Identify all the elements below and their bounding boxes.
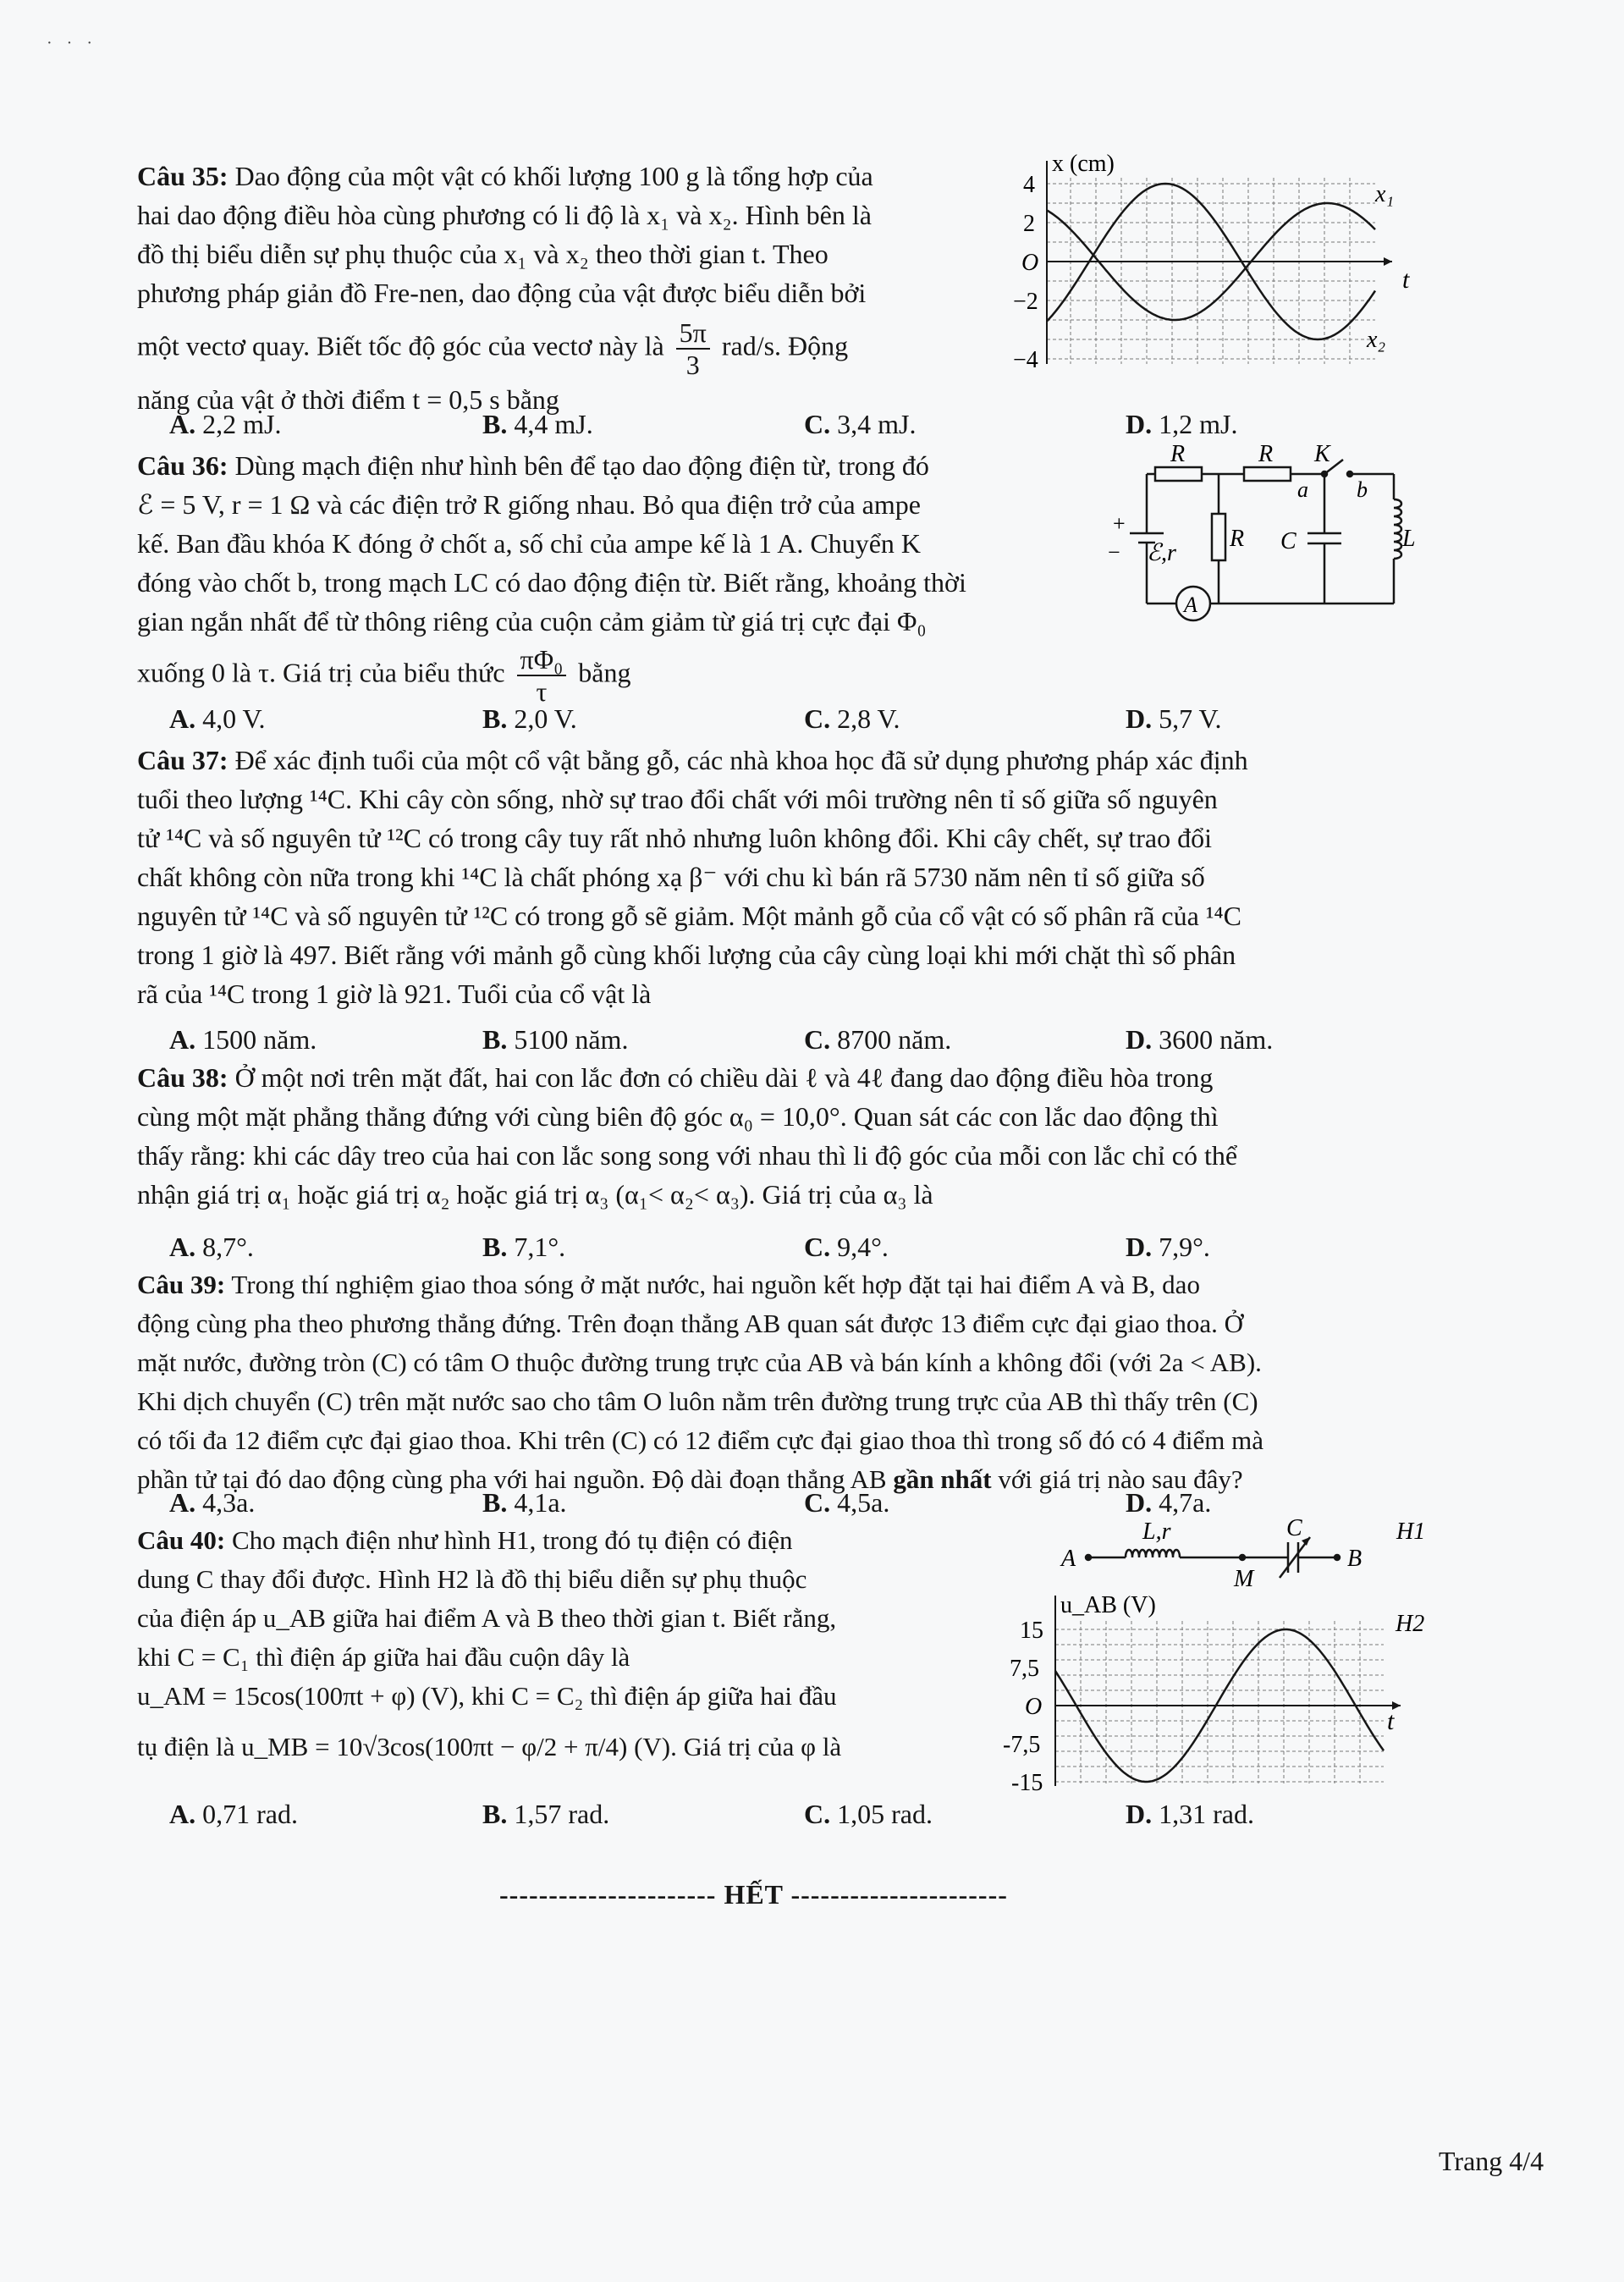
option-c: C. 3,4 mJ. bbox=[804, 409, 917, 439]
question-text: phần tử tại đó dao động cùng pha với hai nguồn. Độ dài đoạn thẳng AB bbox=[137, 1464, 887, 1494]
origin-label: O bbox=[1021, 250, 1039, 276]
capacitor-label: C bbox=[1280, 528, 1296, 554]
question-text: đồ thị biểu diễn sự phụ thuộc của x₁ và x₂ theo thời gian t. Theo bbox=[137, 239, 829, 269]
question-36 bbox=[137, 446, 1093, 707]
switch-label: K bbox=[1314, 441, 1330, 467]
fraction bbox=[676, 317, 710, 380]
question-text: rã của ¹⁴C trong 1 giờ là 921. Tuổi của cổ vật là bbox=[137, 978, 652, 1009]
q37-options bbox=[169, 1020, 1405, 1059]
question-text: của điện áp u_AB giữa hai điểm A và B theo thời gian t. Biết rằng, bbox=[137, 1603, 837, 1633]
question-text: năng của vật ở thời điểm t = 0,5 s bằng bbox=[137, 384, 559, 415]
option-d: D. 1,2 mJ. bbox=[1126, 409, 1238, 439]
end-marker: ---------------------- HẾT ---------------------- bbox=[499, 1879, 1008, 1910]
question-text: hai dao động điều hòa cùng phương có li độ là x₁ và x₂. Hình bên là bbox=[137, 200, 872, 230]
q35-graph bbox=[1011, 152, 1418, 377]
question-text: khi C = C₁ thì điện áp giữa hai đầu cuộn dây là bbox=[137, 1642, 630, 1672]
question-text: rad/s. Động bbox=[721, 330, 849, 361]
option-d: D. 1,31 rad. bbox=[1126, 1799, 1254, 1829]
question-40 bbox=[137, 1521, 983, 1767]
question-text: Dao động của một vật có khối lượng 100 g là tổng hợp của bbox=[234, 161, 873, 191]
y-tick-label: 4 bbox=[1023, 172, 1035, 198]
scan-corner-marks: · · · bbox=[47, 34, 97, 52]
option-b: B. 1,57 rad. bbox=[482, 1799, 610, 1829]
option-b: B. 4,4 mJ. bbox=[482, 409, 593, 439]
figure-label: H2 bbox=[1396, 1611, 1425, 1637]
option-b: B. 2,0 V. bbox=[482, 703, 577, 734]
origin-label: O bbox=[1025, 1694, 1043, 1720]
resistor-label: R bbox=[1230, 526, 1245, 552]
contact-b-label: b bbox=[1357, 477, 1368, 502]
emphasis-text: gần nhất bbox=[893, 1464, 992, 1494]
option-d: D. 5,7 V. bbox=[1126, 703, 1222, 734]
resistor-label: R bbox=[1170, 441, 1186, 467]
question-text: ℰ = 5 V, r = 1 Ω và các điện trở R giống nhau. Bỏ qua điện trở của ampe bbox=[137, 489, 921, 520]
plus-sign: + bbox=[1113, 511, 1126, 536]
fraction-denominator: 3 bbox=[685, 350, 700, 380]
resistor-label: R bbox=[1258, 441, 1274, 467]
question-label: Câu 39: bbox=[137, 1270, 226, 1299]
question-label: Câu 38: bbox=[137, 1062, 228, 1093]
node-b-label: B bbox=[1347, 1546, 1363, 1572]
option-a: A. 8,7°. bbox=[169, 1232, 254, 1262]
question-text: Để xác định tuổi của một cổ vật bằng gỗ, các nhà khoa học đã sử dụng phương pháp xác định bbox=[234, 745, 1248, 775]
question-text: kế. Ban đầu khóa K đóng ở chốt a, số chỉ của ampe kế là 1 A. Chuyển K bbox=[137, 528, 922, 559]
fraction-denominator: τ bbox=[536, 676, 548, 707]
option-b: B. 4,1a. bbox=[482, 1487, 567, 1518]
question-text: đóng vào chốt b, trong mạch LC có dao động điện từ. Biết rằng, khoảng thời bbox=[137, 567, 966, 598]
question-text: gian ngắn nhất để từ thông riêng của cuộn cảm giảm từ giá trị cực đại Φ₀ bbox=[137, 606, 927, 637]
fraction-numerator: πΦ₀ bbox=[517, 644, 567, 676]
inductor-label: L bbox=[1402, 526, 1416, 552]
question-text: tuổi theo lượng ¹⁴C. Khi cây còn sống, nhờ sự trao đổi chất với môi trường nên tỉ số giữa số nguyên bbox=[137, 784, 1218, 814]
question-text: trong 1 giờ là 497. Biết rằng với mảnh gỗ cùng khối lượng của cây cùng loại khi mới chặt thì số phân bbox=[137, 940, 1236, 970]
question-text: tụ điện là u_MB = 10√3cos(100πt − φ/2 + π/4) (V). Giá trị của φ là bbox=[137, 1732, 842, 1761]
question-text: Cho mạch điện như hình H1, trong đó tụ điện có điện bbox=[231, 1525, 793, 1555]
y-tick-label: 2 bbox=[1023, 211, 1035, 237]
minus-sign: − bbox=[1108, 540, 1120, 565]
question-text: tử ¹⁴C và số nguyên tử ¹²C có trong cây tuy rất nhỏ nhưng luôn không đổi. Khi cây chết, sự trao đổi bbox=[137, 823, 1213, 853]
option-a: A. 0,71 rad. bbox=[169, 1799, 298, 1829]
capacitor-label: C bbox=[1286, 1515, 1302, 1541]
question-text: chất không còn nữa trong khi ¹⁴C là chất phóng xạ β⁻ với chu kì bán rã 5730 năm nên tỉ số giữa số bbox=[137, 862, 1205, 892]
question-text: động cùng pha theo phương thẳng đứng. Trên đoạn thẳng AB quan sát được 13 điểm cực đại giao thoa. Ở bbox=[137, 1309, 1244, 1338]
question-text: Dùng mạch điện như hình bên để tạo dao động điện từ, trong đó bbox=[234, 450, 929, 481]
question-35 bbox=[137, 157, 1009, 419]
question-text: cùng một mặt phẳng thẳng đứng với cùng biên độ góc α₀ = 10,0°. Quan sát các con lắc dao động thì bbox=[137, 1101, 1219, 1132]
option-c: C. 4,5a. bbox=[804, 1487, 890, 1518]
y-axis-label: x (cm) bbox=[1052, 152, 1115, 177]
q38-options bbox=[169, 1227, 1405, 1266]
option-d: D. 7,9°. bbox=[1126, 1232, 1210, 1262]
question-text: mặt nước, đường tròn (C) có tâm O thuộc đường trung trực của AB và bán kính a không đổi (với 2a < AB). bbox=[137, 1348, 1262, 1377]
contact-a-label: a bbox=[1297, 477, 1308, 502]
q40-circuit-h1 bbox=[1058, 1515, 1439, 1591]
node-m-label: M bbox=[1234, 1566, 1254, 1591]
figure-label: H1 bbox=[1396, 1519, 1426, 1545]
y-tick-label: -15 bbox=[1011, 1770, 1043, 1794]
option-a: A. 4,0 V. bbox=[169, 703, 266, 734]
question-text: dung C thay đổi được. Hình H2 là đồ thị biểu diễn sự phụ thuộc bbox=[137, 1564, 807, 1594]
y-tick-label: 7,5 bbox=[1010, 1656, 1039, 1682]
question-label: Câu 37: bbox=[137, 745, 228, 775]
question-38 bbox=[137, 1058, 1457, 1214]
y-axis-label: u_AB (V) bbox=[1060, 1592, 1156, 1618]
ammeter-label: A bbox=[1184, 593, 1197, 617]
question-text: Khi dịch chuyển (C) trên mặt nước sao cho tâm O luôn nằm trên đường trung trực của AB thì thấy trên (C) bbox=[137, 1386, 1258, 1416]
question-37 bbox=[137, 741, 1457, 1013]
option-c: C. 9,4°. bbox=[804, 1232, 889, 1262]
question-39 bbox=[137, 1265, 1457, 1499]
question-text: nhận giá trị α₁ hoặc giá trị α₂ hoặc giá trị α₃ (α₁< α₂< α₃). Giá trị của α₃ là bbox=[137, 1179, 933, 1210]
option-d: D. 4,7a. bbox=[1126, 1487, 1212, 1518]
y-tick-label: −4 bbox=[1013, 347, 1038, 373]
series-label-x2: x₂ bbox=[1367, 327, 1386, 353]
question-label: Câu 35: bbox=[137, 161, 228, 191]
question-text: một vectơ quay. Biết tốc độ góc của vectơ này là bbox=[137, 330, 664, 361]
question-text: u_AM = 15cos(100πt + φ) (V), khi C = C₂ thì điện áp giữa hai đầu bbox=[137, 1681, 837, 1711]
question-text: có tối đa 12 điểm cực đại giao thoa. Khi trên (C) có 12 điểm cực đại giao thoa thì trong số đó có 4 điểm mà bbox=[137, 1425, 1263, 1455]
question-text: xuống 0 là τ. Giá trị của biểu thức bbox=[137, 657, 505, 688]
option-c: C. 2,8 V. bbox=[804, 703, 900, 734]
question-text: với giá trị nào sau đây? bbox=[998, 1464, 1243, 1494]
q40-graph-h2 bbox=[1003, 1587, 1443, 1794]
question-text: Trong thí nghiệm giao thoa sóng ở mặt nước, hai nguồn kết hợp đặt tại hai điểm A và B, dao bbox=[231, 1270, 1200, 1299]
x-axis-label: t bbox=[1387, 1707, 1395, 1735]
q36-circuit bbox=[1096, 436, 1418, 635]
option-b: B. 7,1°. bbox=[482, 1232, 566, 1262]
option-a: A. 2,2 mJ. bbox=[169, 409, 282, 439]
node-a-label: A bbox=[1061, 1546, 1076, 1572]
x-axis-label: t bbox=[1402, 266, 1410, 294]
option-a: A. 4,3a. bbox=[169, 1487, 256, 1518]
page-number: Trang 4/4 bbox=[1439, 2146, 1544, 2176]
question-label: Câu 36: bbox=[137, 450, 228, 481]
option-c: C. 8700 năm. bbox=[804, 1024, 952, 1055]
fraction-numerator: 5π bbox=[676, 317, 710, 350]
question-text: Ở một nơi trên mặt đất, hai con lắc đơn có chiều dài ℓ và 4ℓ đang dao động điều hòa trong bbox=[234, 1062, 1214, 1093]
option-d: D. 3600 năm. bbox=[1126, 1024, 1274, 1055]
coil-label: L,r bbox=[1142, 1519, 1171, 1545]
question-text: phương pháp giản đồ Fre-nen, dao động của vật được biểu diễn bởi bbox=[137, 278, 867, 308]
question-text: thấy rằng: khi các dây treo của hai con lắc song song với nhau thì li độ góc của mỗi con lắc chỉ có thể bbox=[137, 1140, 1238, 1171]
option-a: A. 1500 năm. bbox=[169, 1024, 317, 1055]
option-b: B. 5100 năm. bbox=[482, 1024, 629, 1055]
q36-options bbox=[169, 699, 1405, 738]
question-text: nguyên tử ¹⁴C và số nguyên tử ¹²C có trong gỗ sẽ giảm. Một mảnh gỗ của cổ vật có số phân rã của ¹⁴C bbox=[137, 901, 1241, 931]
q40-options bbox=[169, 1794, 1405, 1833]
question-text: bằng bbox=[578, 657, 631, 688]
y-tick-label: -7,5 bbox=[1003, 1732, 1041, 1758]
y-tick-label: −2 bbox=[1013, 289, 1038, 315]
series-label-x1: x₁ bbox=[1375, 181, 1395, 207]
y-tick-label: 15 bbox=[1020, 1618, 1043, 1644]
option-c: C. 1,05 rad. bbox=[804, 1799, 933, 1829]
source-label: ℰ,r bbox=[1147, 540, 1176, 566]
question-label: Câu 40: bbox=[137, 1525, 226, 1555]
fraction bbox=[517, 644, 567, 707]
